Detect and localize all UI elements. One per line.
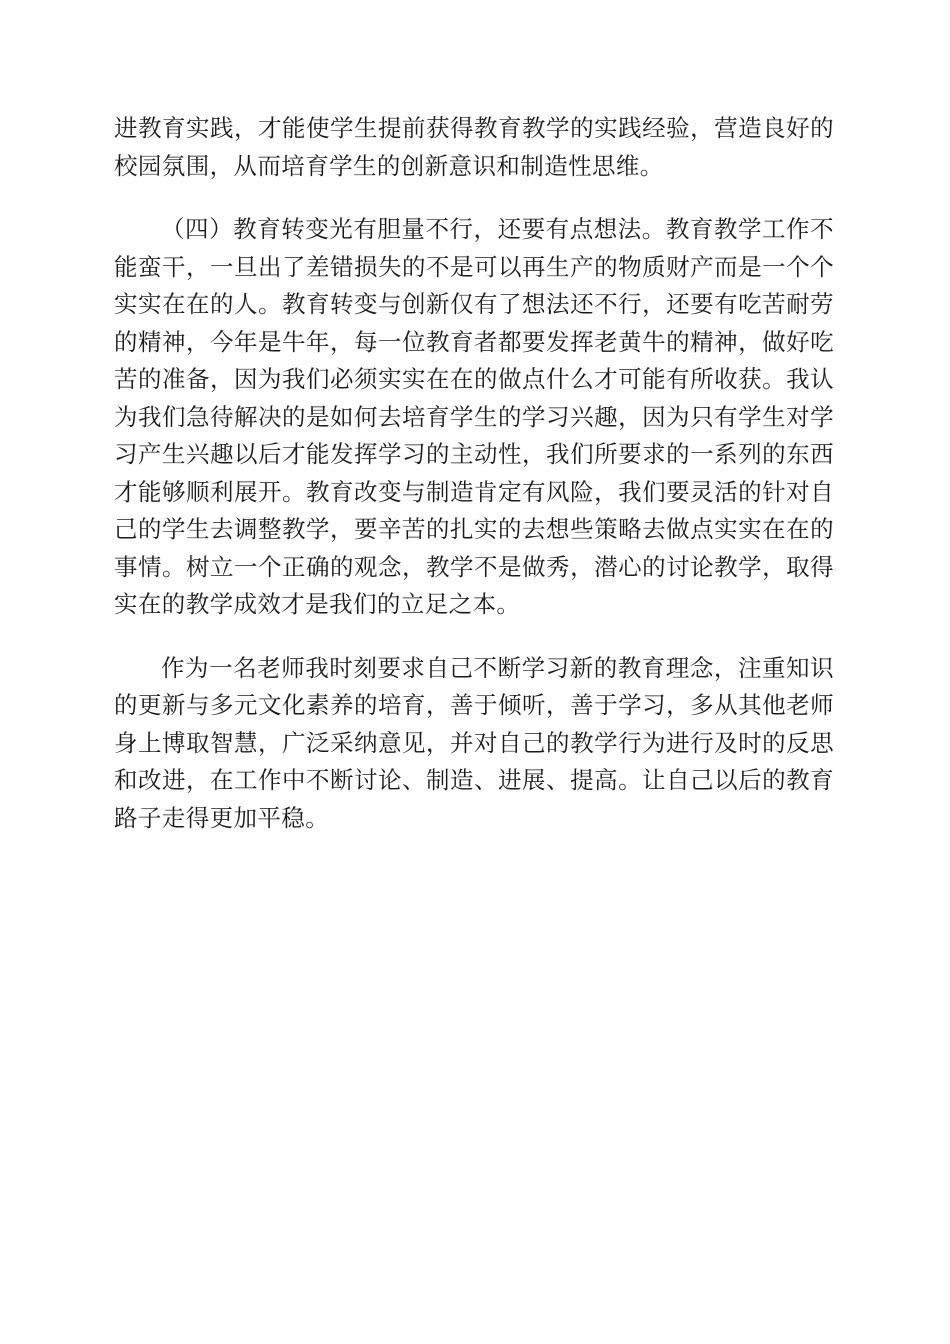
paragraph-teacher-reflection: 作为一名老师我时刻要求自己不断学习新的教育理念，注重知识的更新与多元文化素养的培育，善于倾听，善于学习，多从其他老师身上博取智慧，广泛采纳意见，并对自己的教学行为进行及时的反思和改进，在工作中不断讨论、制造、进展、提高。让自己以后的教育路子走得更加平稳。	[114, 653, 834, 832]
document-body	[114, 110, 834, 837]
paragraph-section-four: （四）教育转变光有胆量不行，还要有点想法。教育教学工作不能蛮干，一旦出了差错损失的不是可以再生产的物质财产而是一个个实实在在的人。教育转变与创新仅有了想法还不行，还要有吃苦耐劳的精神，今年是牛年，每一位教育者都要发挥老黄牛的精神，做好吃苦的准备，因为我们必须实实在在的做点什么才可能有所收获。我认为我们急待解决的是如何去培育学生的学习兴趣，因为只有学生对学习产生兴趣以后才能发挥学习的主动性，我们所要求的一系列的东西才能够顺利展开。教育改变与制造肯定有风险，我们要灵活的针对自己的学生去调整教学，要辛苦的扎实的去想些策略去做点实实在在的事情。树立一个正确的观念，教学不是做秀，潜心的讨论教学，取得实在的教学成效才是我们的立足之本。	[114, 215, 834, 618]
paragraph-continuation: 进教育实践，才能使学生提前获得教育教学的实践经验，营造良好的校园氛围，从而培育学生的创新意识和制造性思维。	[114, 114, 834, 180]
